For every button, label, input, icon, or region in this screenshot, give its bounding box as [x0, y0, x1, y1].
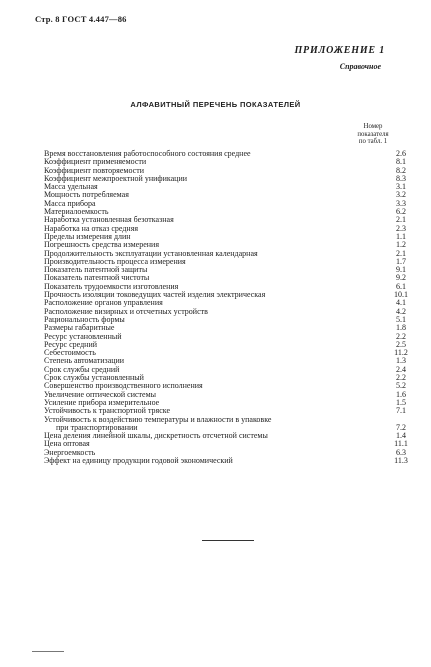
indicator-number: 2.1 [396, 248, 406, 258]
footer-mark [32, 651, 64, 652]
indicator-number: 6.3 [396, 447, 406, 457]
indicator-name: Цена деления линейной шкалы, дискретность отсчетной системы [44, 431, 268, 441]
indicator-number: 1.7 [396, 256, 406, 266]
indicator-name: Срок службы средний [44, 364, 120, 374]
indicator-name: Энергоемкость [44, 447, 96, 457]
indicator-name: Совершенство производственного исполнения [44, 381, 203, 391]
indicator-number: 6.2 [396, 207, 406, 217]
indicator-name: Масса удельная [44, 182, 98, 192]
indicator-name: Расположение визирных и отсчетных устройств [44, 306, 208, 316]
indicator-name: Эффект на единицу продукции годовой экономический [44, 455, 233, 465]
list-item [44, 333, 416, 341]
indicator-name: Коэффициент применяемости [44, 157, 147, 167]
indicator-number: 9.1 [396, 265, 406, 275]
appendix-title: ПРИЛОЖЕНИЕ 1 [294, 45, 385, 56]
indicator-name: Увеличение оптической системы [44, 389, 157, 399]
indicator-name: Цена оптовая [44, 439, 90, 449]
indicator-name: Рациональность формы [44, 314, 125, 324]
indicator-number: 1.5 [396, 397, 406, 407]
list-item [44, 457, 416, 465]
list-item [44, 432, 416, 440]
indicator-number: 5.1 [396, 314, 406, 324]
indicator-number: 10.1 [394, 290, 408, 300]
indicator-number: 7.1 [396, 406, 406, 416]
indicator-name: Наработка на отказ средняя [44, 223, 139, 233]
indicator-name: Степень автоматизации [44, 356, 125, 366]
list-item [44, 341, 416, 349]
indicator-number: 1.3 [396, 356, 406, 366]
list-item [44, 440, 416, 448]
indicator-number: 2.3 [396, 223, 406, 233]
indicator-name: Масса прибора [44, 198, 96, 208]
indicator-number: 4.2 [396, 306, 406, 316]
indicator-number: 2.6 [396, 149, 406, 158]
indicator-name: Время восстановления работоспособного состояния среднее [44, 149, 251, 158]
indicator-number: 11.3 [394, 455, 408, 465]
indicator-number: 3.1 [396, 182, 406, 192]
indicator-name: Коэффициент межпроектной унификации [44, 173, 188, 183]
list-item [44, 191, 416, 199]
indicator-number: 2.2 [396, 373, 406, 383]
indicator-name: Прочность изоляции токоведущих частей изделия электрическая [44, 290, 266, 300]
list-item [44, 175, 416, 183]
indicator-number: 4.1 [396, 298, 406, 308]
indicator-name: Показатель трудоемкости изготовления [44, 281, 179, 291]
indicator-number: 2.4 [396, 364, 406, 374]
indicator-number: 1.4 [396, 431, 406, 441]
indicator-number: 8.1 [396, 157, 406, 167]
indicator-number: 1.2 [396, 240, 406, 250]
indicator-name: Размеры габаритные [44, 323, 115, 333]
indicator-number: 2.2 [396, 331, 406, 341]
indicator-name: Пределы измерения длин [44, 231, 131, 241]
indicator-number: 3.3 [396, 198, 406, 208]
indicator-name: Устойчивость к воздействию температуры и влажности в упаковке [44, 414, 272, 424]
indicator-number: 8.2 [396, 165, 406, 175]
appendix-subtitle: Справочное [339, 62, 381, 71]
indicator-name: Усиление прибора измерительное [44, 397, 160, 407]
indicator-name: Производительность процесса измерения [44, 256, 186, 266]
document-title: АЛФАВИТНЫЙ ПЕРЕЧЕНЬ ПОКАЗАТЕЛЕЙ [130, 100, 301, 109]
column-header [349, 123, 397, 146]
indicator-name: Продолжительность эксплуатации установленная календарная [44, 248, 258, 258]
indicator-name: Показатель патентной защиты [44, 265, 148, 275]
indicator-name: Ресурс средний [44, 339, 97, 349]
indicator-number: 2.5 [396, 339, 406, 349]
page-header: Стр. 8 ГОСТ 4.447—86 [35, 14, 127, 24]
indicator-name: при транспортировании [56, 422, 138, 432]
column-header-line: Номер [363, 123, 383, 130]
indicator-number: 5.2 [396, 381, 406, 391]
indicator-name: Коэффициент повторяемости [44, 165, 144, 175]
column-header-line: показателя [357, 130, 389, 138]
indicator-number: 1.6 [396, 389, 406, 399]
indicator-name: Погрешность средства измерения [44, 240, 160, 250]
indicator-number: 2.1 [396, 215, 406, 225]
index-list [44, 150, 416, 465]
indicator-name: Наработка установленная безотказная [44, 215, 174, 225]
indicator-number: 11.2 [394, 348, 408, 358]
end-divider [202, 540, 254, 541]
indicator-number: 11.1 [394, 439, 408, 449]
indicator-number: 8.3 [396, 173, 406, 183]
indicator-name: Ресурс установленный [44, 331, 122, 341]
column-header-line: по табл. 1 [358, 138, 388, 145]
indicator-number: 9.2 [396, 273, 406, 283]
indicator-name: Срок службы установленный [44, 373, 144, 383]
indicator-name: Показатель патентной чистоты [44, 273, 150, 283]
indicator-number: 1.1 [396, 231, 406, 241]
indicator-number: 1.8 [396, 323, 406, 333]
indicator-number: 6.1 [396, 281, 406, 291]
indicator-name: Устойчивость к транспортной тряске [44, 406, 171, 416]
indicator-name: Себестоимость [44, 348, 96, 358]
indicator-name: Мощность потребляемая [44, 190, 129, 200]
indicator-number: 3.2 [396, 190, 406, 200]
indicator-name: Материалоемкость [44, 207, 109, 217]
indicator-name: Расположение органов управления [44, 298, 163, 308]
indicator-number: 7.2 [396, 422, 406, 432]
